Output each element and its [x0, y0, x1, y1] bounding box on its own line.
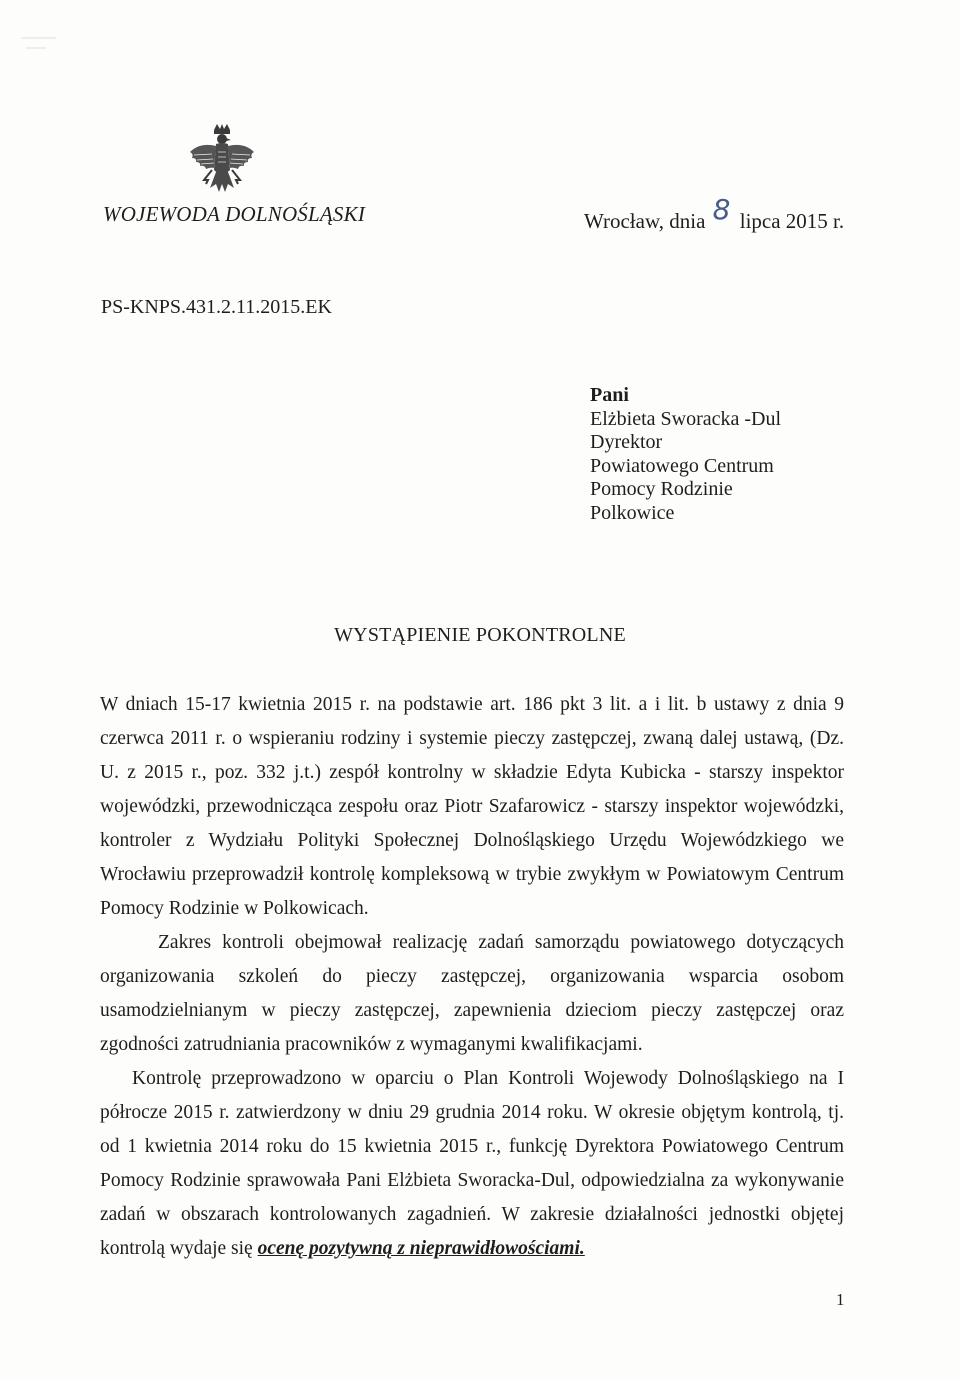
addressee-city: Polkowice — [590, 501, 675, 524]
document-body — [100, 688, 844, 1266]
addressee-position: Dyrektor — [590, 431, 663, 453]
addressee-institution: Powiatowego Centrum — [590, 454, 774, 477]
paragraph-3-text: Kontrolę przeprowadzono w oparciu o Plan Kontroli Wojewody Dolnośląskiego na I półrocze 2015 r. zatwierdzony w dniu 29 grudnia 2014 roku. W okresie objętym kontrolą, tj. od 1 kwietnia 2014 roku do 15 kwietnia 2015 r., funkcję Dyrektora Powiatowego Centrum Pomocy Rodzinie sprawowała Pani Elżbieta Sworacka-Dul, odpowiedzialna za wykonywanie zadań w obszarach kontrolowanych zagadnień. W zakresie działalności jednostki objętej kontrolą wydaje się — [100, 1068, 844, 1259]
paragraph-3 — [100, 1062, 844, 1266]
addressee-salutation: Pani — [590, 384, 629, 406]
date-place-prefix: Wrocław, dnia — [584, 209, 706, 233]
assessment-verdict: ocenę pozytywną z nieprawidłowościami. — [257, 1238, 585, 1259]
scan-mark — [16, 26, 76, 66]
paragraph-1: W dniach 15-17 kwietnia 2015 r. na podstawie art. 186 pkt 3 lit. a i lit. b ustawy z dnia 9 czerwca 2011 r. o wspieraniu rodziny i systemie pieczy zastępczej, zwaną dalej ustawą, (Dz. U. z 2015 r., poz. 332 j.t.) zespół kontrolny w składzie Edyta Kubicka - starszy inspektor wojewódzki, przewodnicząca zespołu oraz Piotr Szafarowicz - starszy inspektor wojewódzki, kontroler z Wydziału Polityki Społecznej Dolnośląskiego Urzędu Wojewódzkiego we Wrocławiu przeprowadził kontrolę kompleksową w trybie zwykłym w Powiatowym Centrum Pomocy Rodzinie w Polkowicach. — [100, 694, 844, 919]
addressee-institution-cont: Pomocy Rodzinie — [590, 478, 733, 500]
addressee-block — [590, 384, 781, 525]
document-title: WYSTĄPIENIE POKONTROLNE — [334, 624, 626, 646]
addressee-name: Elżbieta Sworacka -Dul — [590, 407, 782, 430]
paragraph-2: Zakres kontroli obejmował realizację zadań samorządu powiatowego dotyczących organizowania szkoleń do pieczy zastępczej, organizowania wsparcia osobom usamodzielnianym w pieczy zastępczej, zapewnienia dzieciom pieczy zastępczej oraz zgodności zatrudniania pracowników z wymaganymi kwalifikacjami. — [100, 932, 844, 1055]
reference-number: PS-KNPS.431.2.11.2015.EK — [101, 296, 332, 318]
place-and-date — [584, 193, 845, 235]
page-number: 1 — [836, 1290, 845, 1309]
issuing-authority: WOJEWODA DOLNOŚLĄSKI — [103, 202, 366, 226]
polish-eagle-emblem-icon — [186, 124, 258, 204]
date-month-year: lipca 2015 r. — [739, 209, 845, 233]
handwritten-day: 8 — [712, 193, 731, 226]
